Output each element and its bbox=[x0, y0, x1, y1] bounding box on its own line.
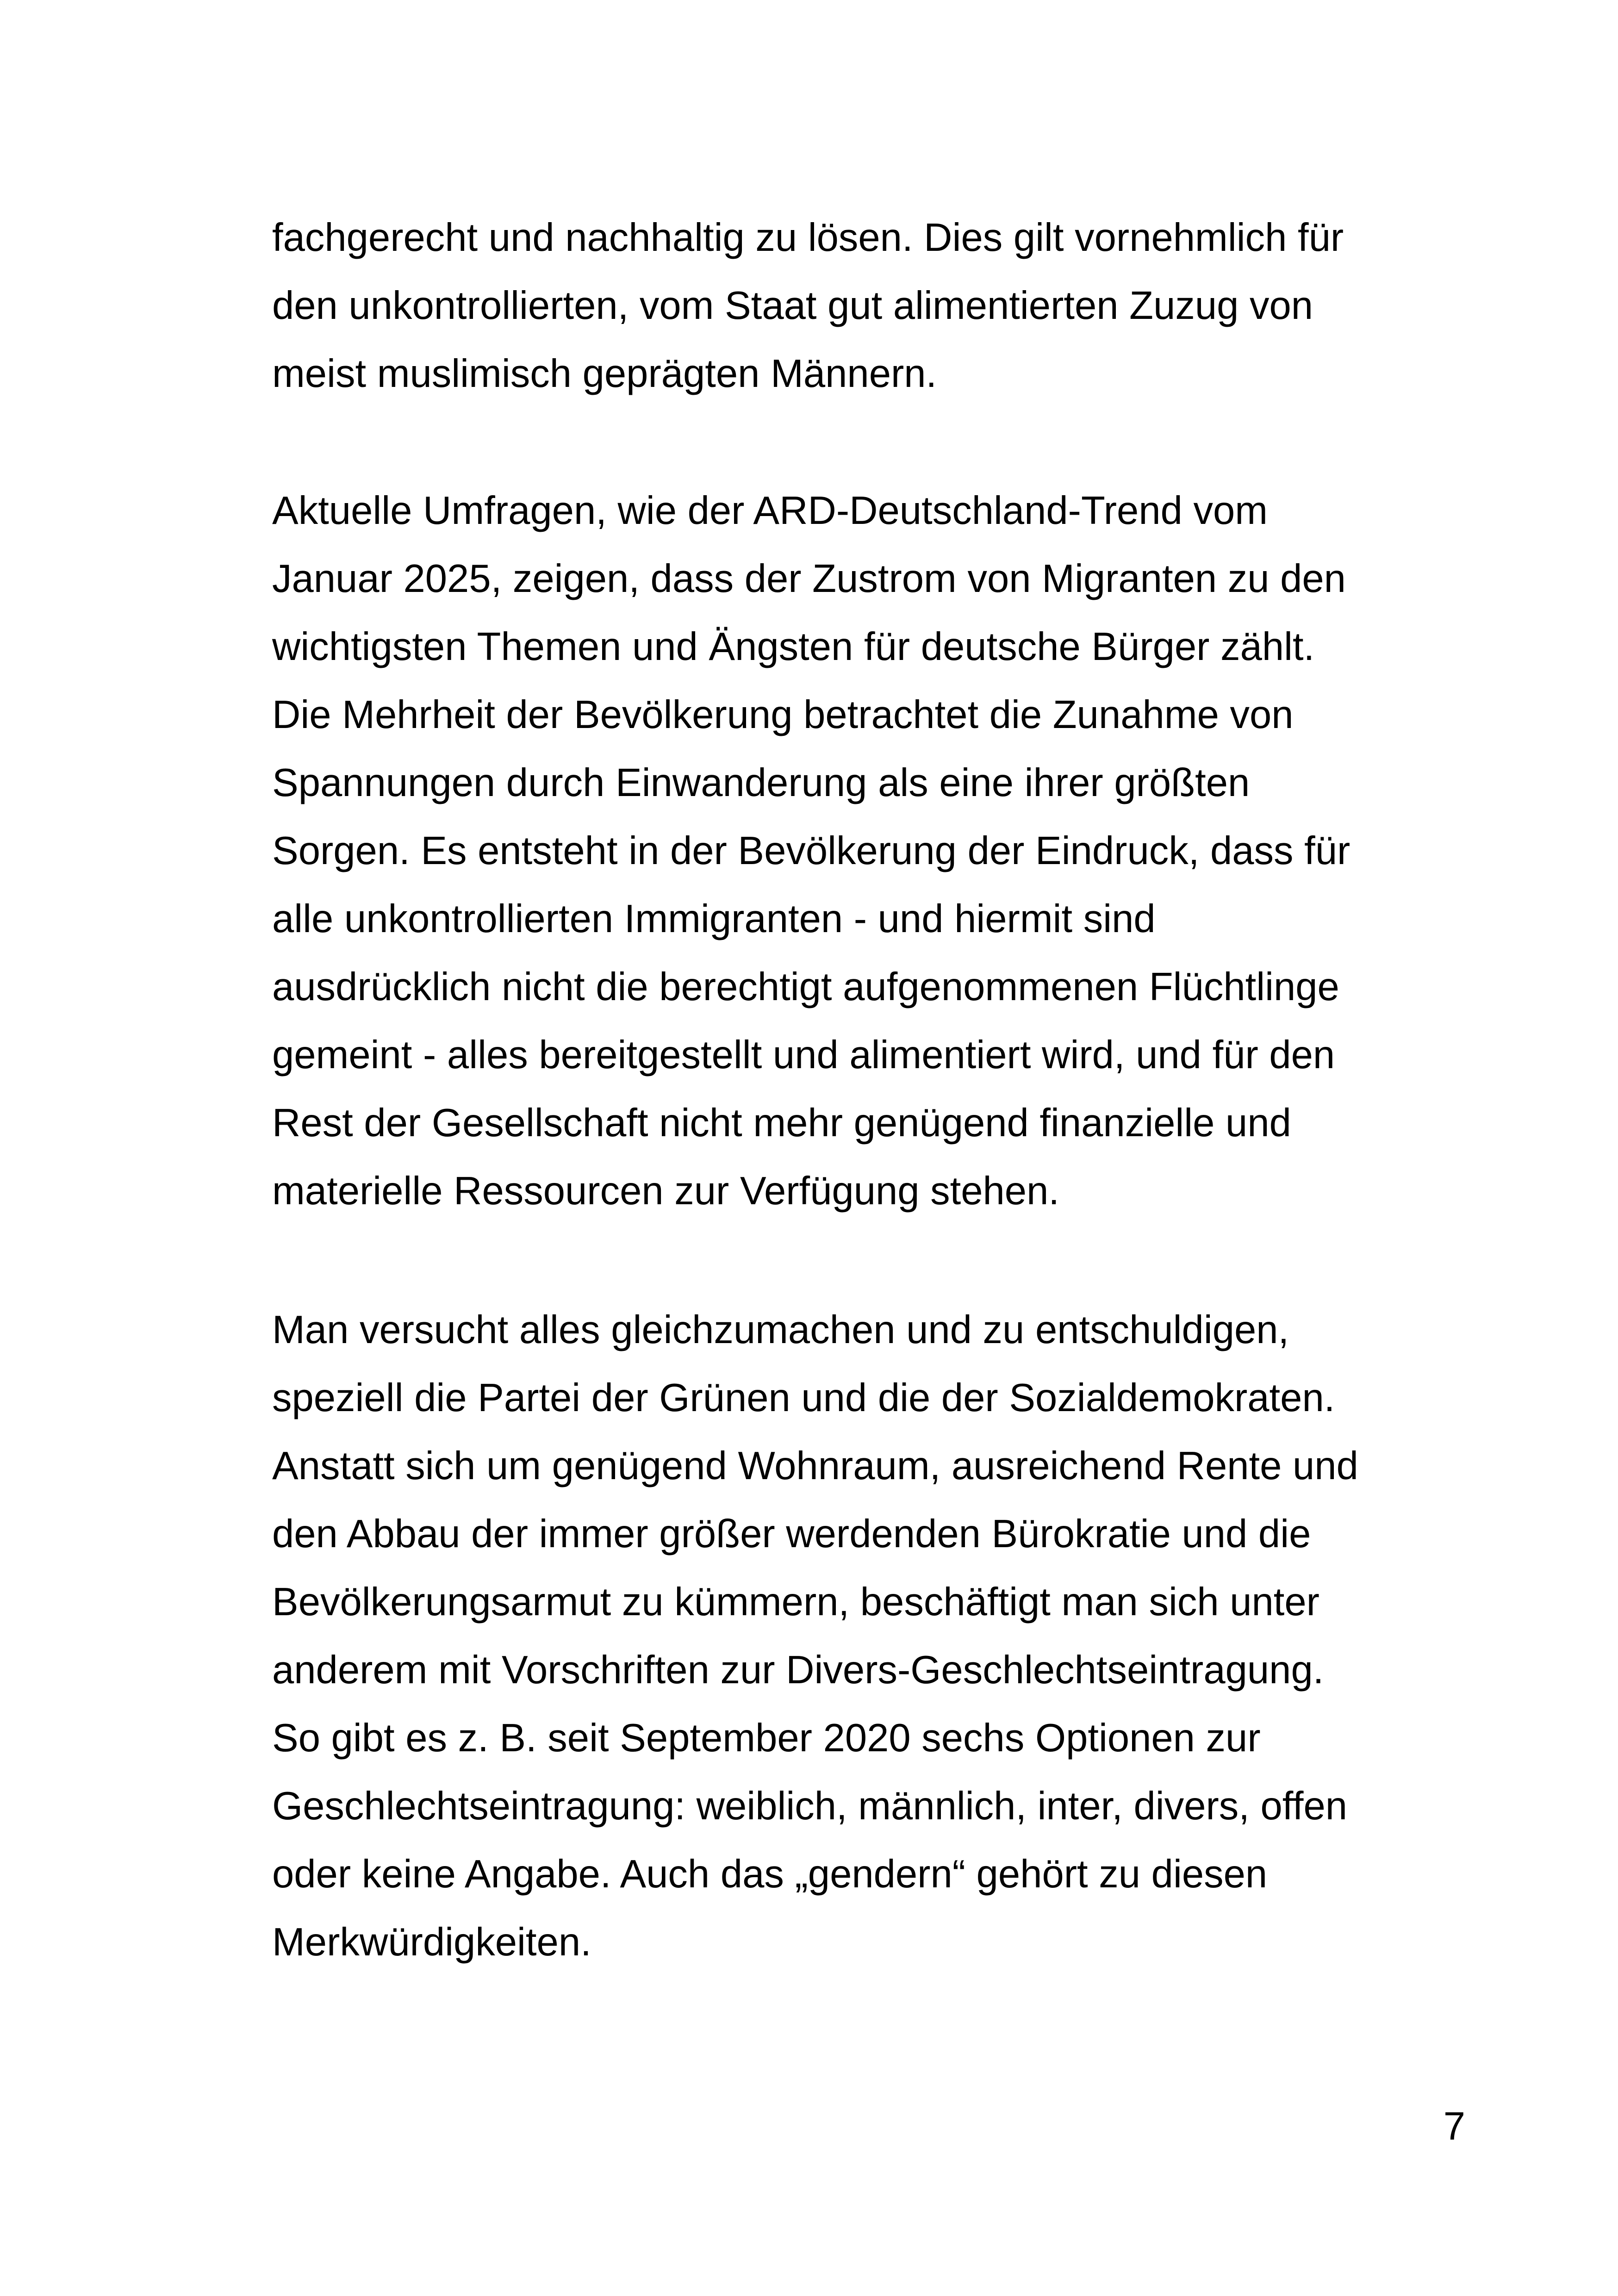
paragraph-line: den Abbau der immer größer werdenden Bürokratie und die bbox=[272, 1512, 1311, 1556]
paragraph-line: Die Mehrheit der Bevölkerung betrachtet die Zunahme von bbox=[272, 693, 1294, 737]
paragraph-line: materielle Ressourcen zur Verfügung stehen. bbox=[272, 1169, 1059, 1213]
paragraph-line: meist muslimisch geprägten Männern. bbox=[272, 352, 937, 396]
paragraph-line: anderem mit Vorschriften zur Divers-Geschlechtseintragung. bbox=[272, 1648, 1324, 1692]
paragraph-line: ausdrücklich nicht die berechtigt aufgenommenen Flüchtlinge bbox=[272, 965, 1339, 1009]
paragraph-3 bbox=[272, 1296, 1466, 1976]
paragraph-line: gemeint - alles bereitgestellt und alimentiert wird, und für den bbox=[272, 1033, 1335, 1077]
paragraph-line: oder keine Angabe. Auch das „gendern“ gehört zu diesen bbox=[272, 1852, 1268, 1896]
paragraph-line: So gibt es z. B. seit September 2020 sechs Optionen zur bbox=[272, 1716, 1261, 1760]
paragraph-line: Man versucht alles gleichzumachen und zu entschuldigen, bbox=[272, 1308, 1289, 1352]
paragraph-line: Spannungen durch Einwanderung als eine ihrer größten bbox=[272, 761, 1250, 805]
paragraph-line: speziell die Partei der Grünen und die der Sozialdemokraten. bbox=[272, 1376, 1335, 1420]
paragraph-line: Sorgen. Es entsteht in der Bevölkerung der Eindruck, dass für bbox=[272, 829, 1350, 873]
paragraph-line: Rest der Gesellschaft nicht mehr genügend finanzielle und bbox=[272, 1101, 1291, 1145]
paragraph-1 bbox=[272, 204, 1466, 408]
paragraph-line: den unkontrollierten, vom Staat gut alimentierten Zuzug von bbox=[272, 284, 1313, 328]
paragraph-line: Anstatt sich um genügend Wohnraum, ausreichend Rente und bbox=[272, 1444, 1358, 1488]
paragraph-line: alle unkontrollierten Immigranten - und hiermit sind bbox=[272, 897, 1156, 941]
paragraph-line: Bevölkerungsarmut zu kümmern, beschäftigt man sich unter bbox=[272, 1580, 1319, 1624]
paragraph-line: Geschlechtseintragung: weiblich, männlich, inter, divers, offen bbox=[272, 1784, 1348, 1828]
paragraph-line: Merkwürdigkeiten. bbox=[272, 1920, 591, 1964]
paragraph-line: wichtigsten Themen und Ängsten für deutsche Bürger zählt. bbox=[272, 625, 1315, 669]
page-number: 7 bbox=[1443, 2104, 1465, 2148]
paragraph-line: Januar 2025, zeigen, dass der Zustrom von Migranten zu den bbox=[272, 557, 1346, 601]
paragraph-line: Aktuelle Umfragen, wie der ARD-Deutschland-Trend vom bbox=[272, 489, 1268, 533]
paragraph-2 bbox=[272, 477, 1466, 1225]
paragraph-line: fachgerecht und nachhaltig zu lösen. Dies gilt vornehmlich für bbox=[272, 216, 1344, 260]
